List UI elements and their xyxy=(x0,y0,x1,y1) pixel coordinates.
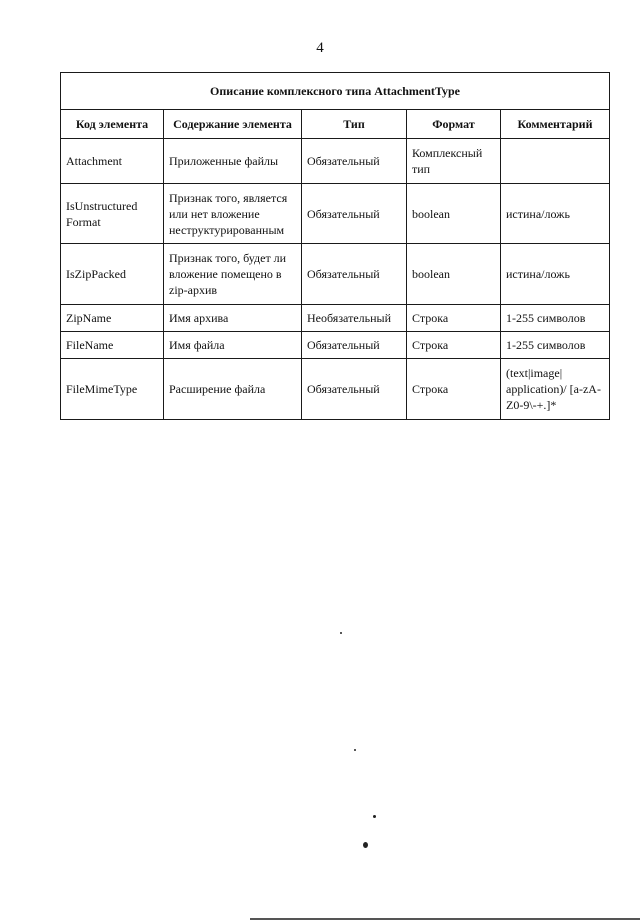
cell-content: Приложенные файлы xyxy=(164,139,302,184)
scan-speck xyxy=(363,842,368,848)
cell-content: Признак того, является или нет вложение неструктурированным xyxy=(164,184,302,244)
table-row xyxy=(61,305,610,332)
cell-type: Обязательный xyxy=(302,244,407,305)
cell-code: FileName xyxy=(61,332,164,359)
cell-comment: (text|image| application)/ [a-zA-Z0-9\-+.]* xyxy=(501,359,610,420)
cell-type: Обязательный xyxy=(302,332,407,359)
header-format: Формат xyxy=(407,110,501,139)
header-type: Тип xyxy=(302,110,407,139)
scan-speck xyxy=(373,815,376,818)
cell-format: boolean xyxy=(407,184,501,244)
cell-content: Имя архива xyxy=(164,305,302,332)
cell-comment xyxy=(501,139,610,184)
cell-content: Признак того, будет ли вложение помещено в zip-архив xyxy=(164,244,302,305)
cell-comment: истина/ложь xyxy=(501,184,610,244)
cell-code: IsUnstructured Format xyxy=(61,184,164,244)
cell-type: Необязательный xyxy=(302,305,407,332)
cell-format: Строка xyxy=(407,305,501,332)
cell-format: Строка xyxy=(407,332,501,359)
page-number: 4 xyxy=(316,40,324,56)
table-row xyxy=(61,332,610,359)
scan-edge-line xyxy=(250,918,640,920)
cell-content: Имя файла xyxy=(164,332,302,359)
cell-comment: 1-255 символов xyxy=(501,332,610,359)
table-caption-row xyxy=(61,73,610,110)
cell-code: Attachment xyxy=(61,139,164,184)
table-row xyxy=(61,244,610,305)
table-caption: Описание комплексного типа AttachmentType xyxy=(61,73,610,110)
table-row xyxy=(61,184,610,244)
cell-format: Комплексный тип xyxy=(407,139,501,184)
scan-speck xyxy=(354,749,356,751)
cell-type: Обязательный xyxy=(302,359,407,420)
table-row xyxy=(61,139,610,184)
cell-type: Обязательный xyxy=(302,184,407,244)
cell-code: IsZipPacked xyxy=(61,244,164,305)
cell-type: Обязательный xyxy=(302,139,407,184)
header-comment: Комментарий xyxy=(501,110,610,139)
cell-format: Строка xyxy=(407,359,501,420)
header-code: Код элемента xyxy=(61,110,164,139)
table-row xyxy=(61,359,610,420)
cell-code: ZipName xyxy=(61,305,164,332)
scan-speck xyxy=(340,632,342,634)
cell-content: Расширение файла xyxy=(164,359,302,420)
table-header-row xyxy=(61,110,610,139)
cell-comment: истина/ложь xyxy=(501,244,610,305)
cell-code: FileMimeType xyxy=(61,359,164,420)
attachment-type-table xyxy=(60,72,610,420)
cell-comment: 1-255 символов xyxy=(501,305,610,332)
header-content: Содержание элемента xyxy=(164,110,302,139)
cell-format: boolean xyxy=(407,244,501,305)
